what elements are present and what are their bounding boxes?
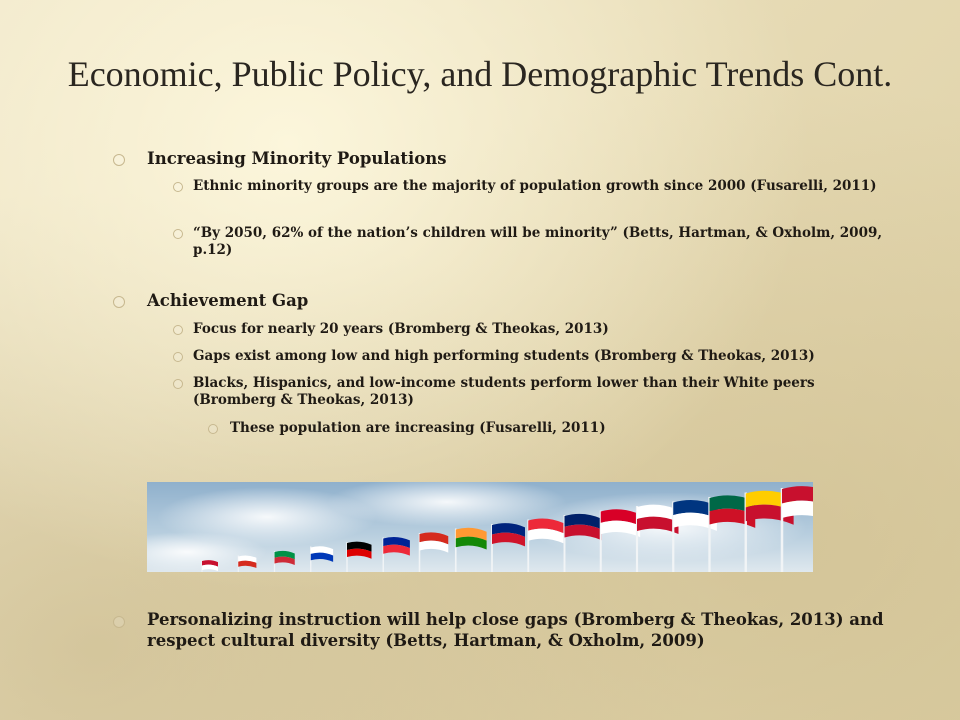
bullet-circle-icon <box>113 296 125 308</box>
bullet-circle-icon <box>173 379 183 389</box>
bullet-2050-quote: “By 2050, 62% of the nation’s children will be minority” (Betts, Hartman, & Oxholm, 2009, p.12) <box>193 225 883 258</box>
bullet-circle-icon <box>173 229 183 239</box>
section-heading-achievement-gap: Achievement Gap <box>147 291 309 310</box>
bullet-circle-icon <box>173 352 183 362</box>
bullet-perform-lower: Blacks, Hispanics, and low-income students perform lower than their White peers (Bromberg & Theokas, 2013) <box>193 375 815 408</box>
bullet-gaps-exist: Gaps exist among low and high performing students (Bromberg & Theokas, 2013) <box>193 348 815 364</box>
slide-title: Economic, Public Policy, and Demographic Trends Cont. <box>67 54 893 94</box>
international-flags-photo <box>147 482 813 572</box>
bullet-circle-icon <box>173 325 183 335</box>
bullet-minority-growth: Ethnic minority groups are the majority of population growth since 2000 (Fusarelli, 2011) <box>193 178 877 194</box>
bullet-circle-icon <box>113 154 125 166</box>
closing-statement: Personalizing instruction will help close gaps (Bromberg & Theokas, 2013) and respect cultural diversity (Betts, Hartman, & Oxholm, 2009) <box>147 610 884 650</box>
subbullet-population-increasing: These population are increasing (Fusarelli, 2011) <box>230 420 606 436</box>
section-heading-minority: Increasing Minority Populations <box>147 149 447 168</box>
bullet-focus-20-years: Focus for nearly 20 years (Bromberg & Theokas, 2013) <box>193 321 609 337</box>
bullet-circle-icon <box>113 616 125 628</box>
bullet-circle-icon <box>173 182 183 192</box>
bullet-circle-icon <box>208 424 218 434</box>
